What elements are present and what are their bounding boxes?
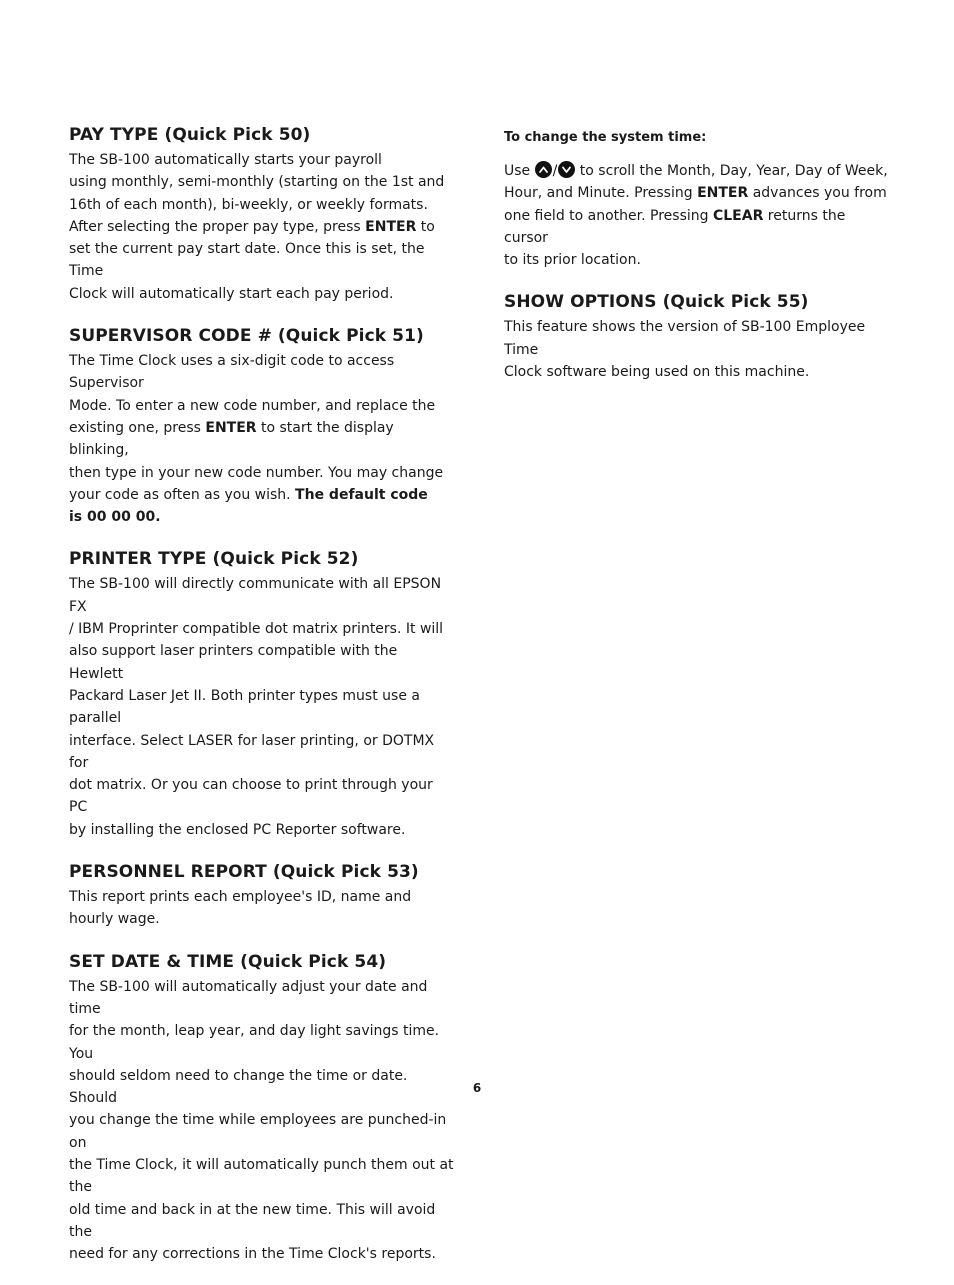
bold-text: is 00 00 00. (69, 509, 161, 526)
section-body (69, 976, 454, 1266)
left-column (69, 124, 454, 1285)
text-run: to scroll the Month, Day, Year, Day of Week, (575, 163, 888, 179)
section-quick-pick (69, 861, 454, 931)
text-run: old time and back in at the new time. This will avoid the (69, 1201, 436, 1240)
text-run: to start the display blinking, (69, 419, 394, 459)
bold-text: ENTER (205, 419, 257, 436)
text-run: using monthly, semi-monthly (starting on the 1st and (69, 174, 445, 191)
section-quick-pick (69, 548, 454, 841)
section-title: PAY TYPE (Quick Pick 50) (69, 125, 311, 145)
section-title: PERSONNEL REPORT (Quick Pick 53) (69, 862, 419, 883)
text-run: then type in your new code number. You may change (69, 464, 444, 481)
text-run: After selecting the proper pay type, press (69, 218, 366, 235)
text-run: you change the time while employees are punched-in on (69, 1112, 447, 1151)
text-run: hourly wage. (69, 911, 160, 928)
section-body-show-options (504, 316, 889, 383)
section-body (69, 350, 454, 528)
text-run: advances you from (748, 185, 887, 202)
text-run: your code as often as you wish. (69, 486, 296, 503)
text-run: The SB-100 will automatically adjust your date and time (69, 978, 428, 1017)
section-quick-pick (69, 951, 454, 1266)
text-run: Clock will automatically start each pay period. (69, 285, 394, 302)
up-arrow-key-icon (535, 161, 552, 178)
text-run: dot matrix. Or you can choose to print through your PC (69, 777, 433, 816)
section-quick-pick (69, 124, 454, 305)
text-run: one field to another. Pressing (504, 207, 713, 224)
text-run: 16th of each month), bi-weekly, or weekly formats. (69, 196, 428, 213)
text-run: Clock software being used on this machine. (504, 364, 810, 381)
text-run: to (416, 218, 435, 235)
system-time-instructions (504, 160, 889, 271)
text-run: interface. Select LASER for laser printing, or DOTMX for (69, 732, 435, 771)
text-run: / IBM Proprinter compatible dot matrix printers. It will (69, 621, 444, 638)
text-run: the Time Clock, it will automatically punch them out at the (69, 1156, 454, 1196)
text-run: need for any corrections in the Time Clock's reports. (69, 1246, 436, 1263)
text-run: Packard Laser Jet II. Both printer types must use a parallel (69, 687, 420, 727)
text-run: Hour, and Minute. Pressing (504, 185, 698, 202)
text-run: by installing the enclosed PC Reporter software. (69, 821, 406, 838)
section-quick-pick (69, 325, 454, 528)
text-run: existing one, press (69, 419, 206, 436)
section-title: SUPERVISOR CODE # (Quick Pick 51) (69, 326, 424, 347)
bold-text: ENTER (365, 218, 417, 235)
text-run: Use (504, 163, 535, 179)
text-run: should seldom need to change the time or date. Should (69, 1067, 408, 1107)
text-run: also support laser printers compatible with the Hewlett (69, 643, 398, 682)
section-title: PRINTER TYPE (Quick Pick 52) (69, 549, 359, 570)
text-run: This feature shows the version of SB-100 Employee Time (504, 319, 866, 358)
section-title: SET DATE & TIME (Quick Pick 54) (69, 951, 387, 972)
section-title-show-options: SHOW OPTIONS (Quick Pick 55) (504, 292, 809, 313)
section-body (69, 149, 454, 305)
system-time-lead: To change the system time: (504, 130, 707, 145)
text-run: returns the cursor (504, 207, 846, 246)
section-body (69, 573, 454, 841)
page-number: 6 (472, 1081, 482, 1095)
section-show-options (504, 291, 889, 383)
text-run: set the current pay start date. Once this is set, the Time (69, 241, 425, 280)
text-run: to its prior location. (504, 252, 641, 269)
text-run: The SB-100 will directly communicate with all EPSON FX (69, 576, 442, 615)
section-body (69, 886, 454, 931)
system-time-text (504, 160, 889, 271)
bold-text: ENTER (697, 185, 749, 202)
text-run: The Time Clock uses a six-digit code to access Supervisor (69, 353, 395, 392)
text-run: The SB-100 automatically starts your payroll (69, 152, 382, 168)
bold-text: The default code (295, 486, 428, 503)
text-run: This report prints each employee's ID, name and (69, 889, 412, 906)
text-run: for the month, leap year, and day light savings time. You (69, 1023, 440, 1062)
down-arrow-key-icon (558, 161, 575, 178)
bold-text: CLEAR (712, 207, 764, 224)
text-run: Mode. To enter a new code number, and replace the (69, 397, 436, 414)
right-column (504, 124, 889, 403)
separator-text: / (552, 163, 558, 179)
